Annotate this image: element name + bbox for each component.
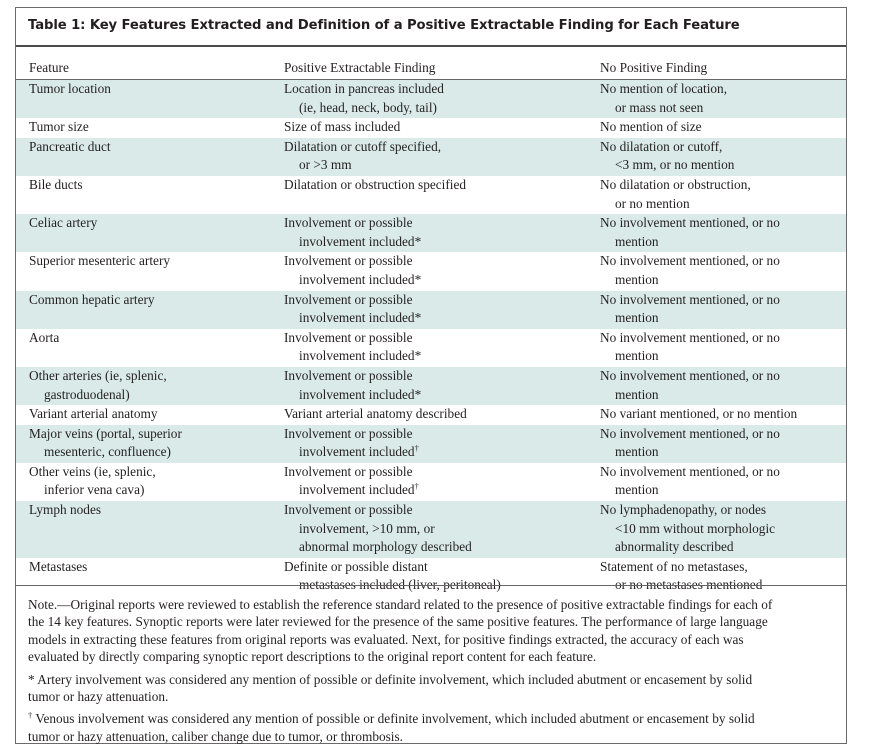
positive-cell-line: Involvement or possible bbox=[284, 253, 413, 269]
feature-cell bbox=[29, 118, 279, 137]
feature-cell-line: Tumor location bbox=[29, 81, 111, 96]
feature-cell-line: Lymph nodes bbox=[29, 502, 102, 518]
table-title: Table 1: Key Features Extracted and Definition of a Positive Extractable Finding for Each Feature bbox=[28, 18, 740, 33]
negative-cell-line: No involvement mentioned, or no bbox=[600, 253, 780, 269]
bottom-rule bbox=[16, 585, 846, 586]
feature-cell-line: Tumor size bbox=[29, 119, 89, 135]
positive-cell-line: Location in pancreas included bbox=[284, 81, 444, 96]
feature-cell-line: Major veins (portal, superior bbox=[29, 425, 182, 441]
table-row bbox=[16, 252, 846, 290]
negative-cell-line: No involvement mentioned, or no bbox=[600, 425, 780, 441]
feature-cell-line: Aorta bbox=[29, 329, 60, 345]
negative-cell-line: No involvement mentioned, or no bbox=[600, 329, 780, 345]
note-artery-line: * Artery involvement was considered any mention of possible or definite involvement, which included abutment or encasement by solid bbox=[28, 671, 753, 687]
negative-cell bbox=[600, 80, 840, 117]
negative-cell-line: or no mention bbox=[615, 195, 690, 211]
positive-cell-line: Involvement or possible bbox=[284, 502, 413, 518]
negative-cell-line: mention bbox=[615, 310, 659, 326]
header-row bbox=[16, 58, 846, 79]
note-main-line: Note.—Original reports were reviewed to establish the reference standard related to the presence of positive extractable findings for each of bbox=[28, 597, 773, 612]
feature-cell bbox=[29, 329, 279, 348]
negative-cell bbox=[600, 138, 840, 175]
negative-cell-line: abnormality described bbox=[615, 539, 734, 555]
note-main-line: the 14 key features. Synoptic reports were later reviewed for the presence of the same positive features. The performance of large language bbox=[28, 614, 768, 630]
features-table bbox=[16, 58, 846, 596]
negative-cell-line: mention bbox=[615, 348, 659, 364]
negative-cell-line: No variant mentioned, or no mention bbox=[600, 406, 798, 422]
positive-cell bbox=[284, 176, 594, 195]
negative-cell-line: mention bbox=[615, 271, 659, 287]
positive-cell-line: involvement included* bbox=[299, 271, 422, 287]
negative-cell-line: No mention of size bbox=[600, 119, 702, 135]
dagger-mark: † bbox=[414, 481, 419, 492]
positive-cell-line: abnormal morphology described bbox=[299, 539, 472, 555]
negative-cell bbox=[600, 252, 840, 289]
note-vein-line bbox=[28, 710, 838, 727]
positive-cell bbox=[284, 425, 594, 462]
table-row bbox=[16, 501, 846, 558]
note-main-line: evaluated by directly comparing synoptic report descriptions to the original report content for each feature. bbox=[28, 649, 597, 665]
negative-cell-line: No dilatation or cutoff, bbox=[600, 138, 723, 154]
note-vein-text: Venous involvement was considered any mention of possible or definite involvement, which included abutment or encasement by solid bbox=[32, 711, 755, 727]
feature-cell bbox=[29, 176, 279, 195]
table-row bbox=[16, 176, 846, 214]
positive-cell-line: involvement included* bbox=[299, 386, 422, 402]
positive-cell bbox=[284, 405, 594, 424]
positive-cell-line: Involvement or possible bbox=[284, 425, 413, 441]
positive-cell-line: Definite or possible distant bbox=[284, 558, 428, 574]
feature-cell bbox=[29, 405, 279, 424]
note-main bbox=[28, 596, 838, 666]
top-rule bbox=[16, 45, 846, 47]
positive-cell-line: Involvement or possible bbox=[284, 291, 413, 307]
positive-cell-line: Dilatation or obstruction specified bbox=[284, 176, 467, 192]
positive-cell-line: Involvement or possible bbox=[284, 463, 413, 479]
positive-cell bbox=[284, 291, 594, 328]
feature-cell bbox=[29, 425, 279, 462]
header-positive: Positive Extractable Finding bbox=[284, 60, 436, 75]
feature-cell bbox=[29, 214, 279, 233]
table-row bbox=[16, 214, 846, 252]
note-artery bbox=[28, 671, 838, 706]
feature-cell bbox=[29, 252, 279, 271]
negative-cell-line: or no metastases mentioned bbox=[615, 577, 763, 593]
positive-cell-line: (ie, head, neck, body, tail) bbox=[299, 99, 437, 115]
positive-cell-line: involvement included* bbox=[299, 348, 422, 364]
table-row bbox=[16, 80, 846, 118]
negative-cell-line: No involvement mentioned, or no bbox=[600, 215, 780, 231]
positive-cell-line: Size of mass included bbox=[284, 119, 401, 135]
negative-cell-line: No dilatation or obstruction, bbox=[600, 176, 751, 192]
positive-cell bbox=[284, 558, 594, 595]
feature-cell bbox=[29, 367, 279, 404]
feature-cell-line: Superior mesenteric artery bbox=[29, 253, 171, 269]
positive-cell-line: involvement included* bbox=[299, 310, 422, 326]
negative-cell bbox=[600, 405, 840, 424]
negative-cell bbox=[600, 291, 840, 328]
feature-cell bbox=[29, 558, 279, 577]
negative-cell-line: No involvement mentioned, or no bbox=[600, 463, 780, 479]
feature-cell-line: Common hepatic artery bbox=[29, 291, 155, 307]
positive-cell-line: involvement included† bbox=[299, 481, 419, 498]
table-row bbox=[16, 138, 846, 176]
positive-cell bbox=[284, 138, 594, 175]
dagger-mark: † bbox=[28, 710, 33, 721]
feature-cell-line: Bile ducts bbox=[29, 176, 83, 192]
table-frame bbox=[15, 7, 847, 744]
negative-cell bbox=[600, 558, 840, 595]
feature-cell-line: Celiac artery bbox=[29, 215, 98, 231]
table-row bbox=[16, 405, 846, 425]
feature-cell-line: Other veins (ie, splenic, bbox=[29, 463, 156, 479]
negative-cell-line: <10 mm without morphologic bbox=[615, 520, 776, 536]
note-main-line: models in extracting these features from original reports was evaluated. Next, for positive findings extracted, the accuracy of each was bbox=[28, 631, 744, 647]
table-row bbox=[16, 463, 846, 501]
negative-cell bbox=[600, 329, 840, 366]
positive-cell-line: Variant arterial anatomy described bbox=[284, 406, 467, 422]
positive-cell bbox=[284, 501, 594, 557]
negative-cell bbox=[600, 176, 840, 213]
feature-cell-line: Variant arterial anatomy bbox=[29, 406, 158, 422]
feature-cell bbox=[29, 291, 279, 310]
feature-cell-line: Pancreatic duct bbox=[29, 138, 111, 154]
positive-cell-line: Dilatation or cutoff specified, bbox=[284, 138, 442, 154]
table-row bbox=[16, 367, 846, 405]
negative-cell bbox=[600, 367, 840, 404]
negative-cell-line: mention bbox=[615, 444, 659, 460]
note-vein-line: tumor or hazy attenuation, caliber change due to tumor, or thrombosis. bbox=[28, 728, 404, 744]
positive-cell bbox=[284, 80, 594, 117]
feature-cell-line: gastroduodenal) bbox=[44, 386, 130, 402]
negative-cell-line: No involvement mentioned, or no bbox=[600, 367, 780, 383]
table-row bbox=[16, 425, 846, 463]
negative-cell-line: mention bbox=[615, 233, 659, 249]
negative-cell bbox=[600, 425, 840, 462]
positive-cell-line: or >3 mm bbox=[299, 157, 352, 173]
table-row bbox=[16, 118, 846, 138]
feature-cell-line: mesenteric, confluence) bbox=[44, 444, 171, 460]
negative-cell-line: No lymphadenopathy, or nodes bbox=[600, 502, 767, 518]
table-row bbox=[16, 291, 846, 329]
positive-cell bbox=[284, 463, 594, 500]
positive-cell bbox=[284, 329, 594, 366]
negative-cell-line: Statement of no metastases, bbox=[600, 558, 748, 574]
negative-cell-line: mention bbox=[615, 482, 659, 498]
negative-cell bbox=[600, 463, 840, 500]
positive-cell-line: involvement, >10 mm, or bbox=[299, 520, 435, 536]
positive-cell bbox=[284, 252, 594, 289]
positive-cell-line: Involvement or possible bbox=[284, 329, 413, 345]
table-row bbox=[16, 558, 846, 596]
negative-cell bbox=[600, 501, 840, 557]
table-notes bbox=[28, 596, 838, 750]
positive-cell bbox=[284, 367, 594, 404]
feature-cell-line: Metastases bbox=[29, 558, 88, 574]
negative-cell-line: <3 mm, or no mention bbox=[615, 157, 735, 173]
note-vein bbox=[28, 710, 838, 745]
positive-cell bbox=[284, 214, 594, 251]
feature-cell bbox=[29, 501, 279, 520]
negative-cell bbox=[600, 214, 840, 251]
feature-cell-line: Other arteries (ie, splenic, bbox=[29, 367, 167, 383]
negative-cell-line: or mass not seen bbox=[615, 99, 704, 115]
dagger-mark: † bbox=[414, 443, 419, 454]
positive-cell-line: involvement included* bbox=[299, 233, 422, 249]
positive-cell-line: Involvement or possible bbox=[284, 215, 413, 231]
feature-cell bbox=[29, 138, 279, 157]
feature-cell bbox=[29, 463, 279, 500]
feature-cell bbox=[29, 80, 279, 99]
table-body bbox=[16, 80, 846, 596]
positive-cell-line: Involvement or possible bbox=[284, 367, 413, 383]
header-negative: No Positive Finding bbox=[600, 60, 708, 75]
feature-cell-line: inferior vena cava) bbox=[44, 482, 145, 498]
note-artery-line: tumor or hazy attenuation. bbox=[28, 689, 169, 705]
positive-cell-line: involvement included† bbox=[299, 443, 419, 460]
table-row bbox=[16, 329, 846, 367]
negative-cell-line: No mention of location, bbox=[600, 81, 728, 96]
positive-cell bbox=[284, 118, 594, 137]
positive-cell-line: metastases included (liver, peritoneal) bbox=[299, 577, 501, 593]
header-feature: Feature bbox=[29, 60, 69, 75]
negative-cell-line: No involvement mentioned, or no bbox=[600, 291, 780, 307]
negative-cell bbox=[600, 118, 840, 137]
negative-cell-line: mention bbox=[615, 386, 659, 402]
